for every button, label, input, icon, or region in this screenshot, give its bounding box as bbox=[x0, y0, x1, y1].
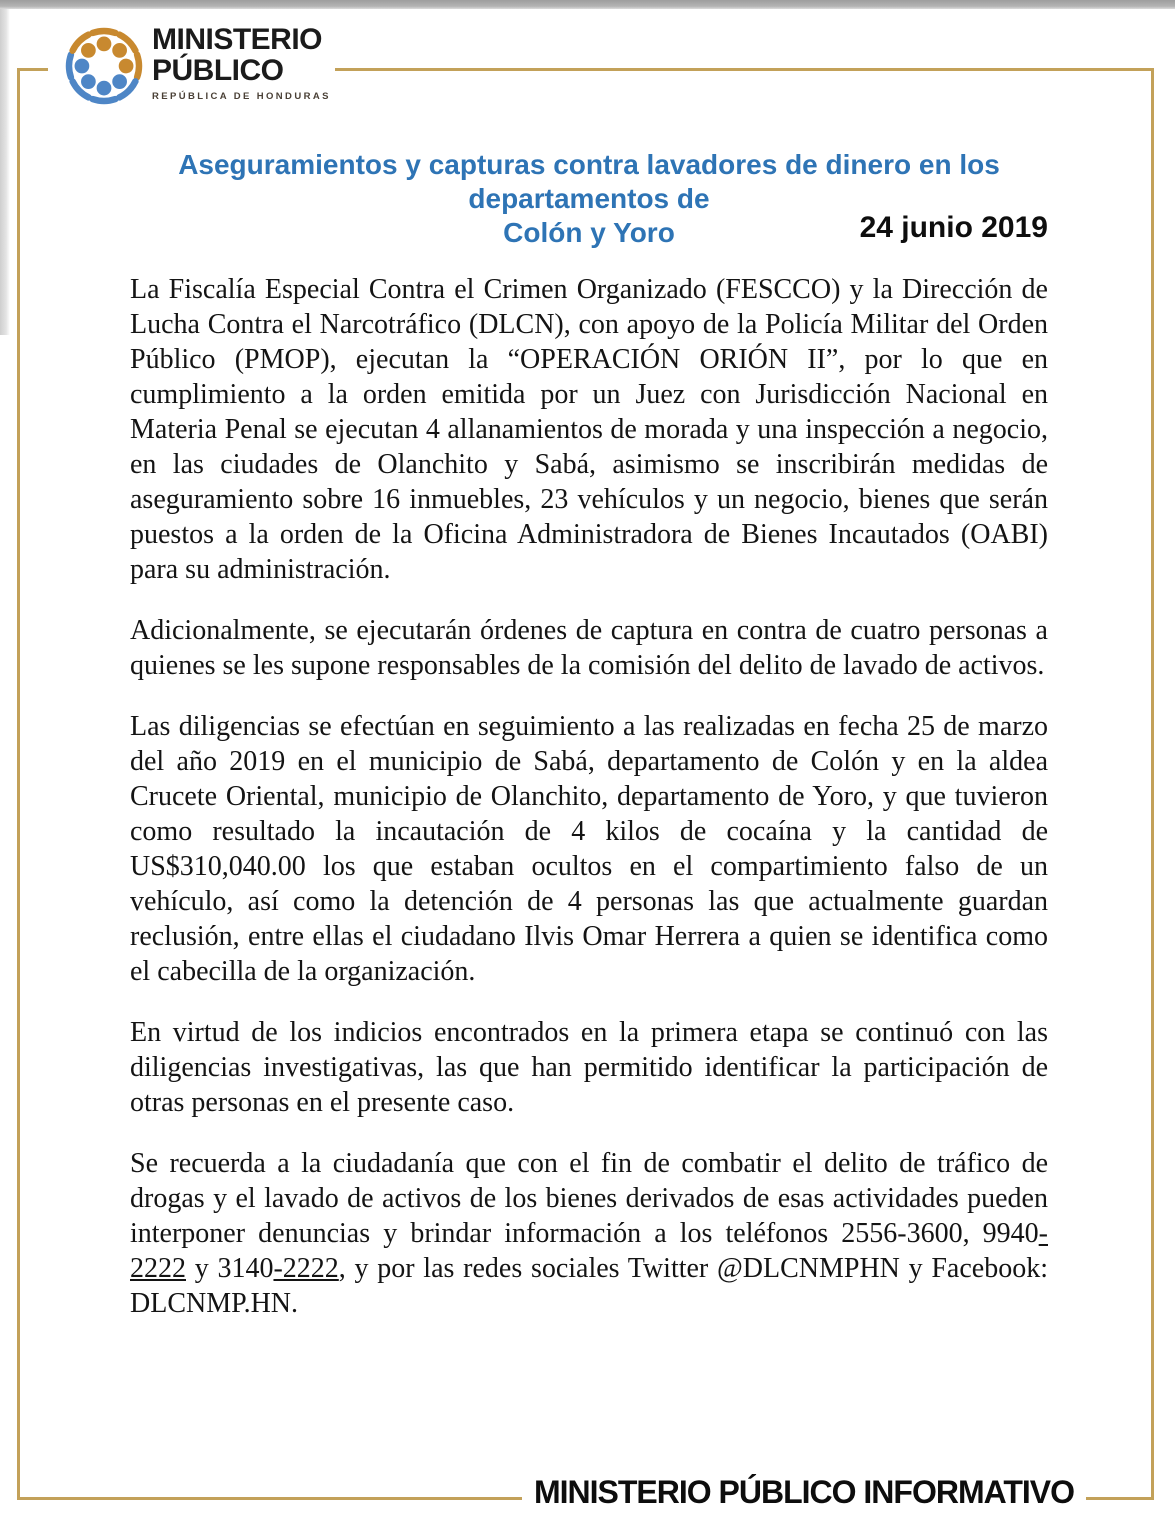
scan-edge-top bbox=[0, 0, 1175, 9]
footer-banner bbox=[17, 1476, 1154, 1508]
paragraph-text: En virtud de los indicios encontrados en la primera etapa se continuó con las diligencias investigativas, las que han permitido identificar la participación de otras personas en el presente caso. bbox=[130, 1017, 1048, 1118]
people-circle-icon bbox=[58, 20, 150, 112]
body-paragraph bbox=[130, 1015, 1048, 1120]
article-body bbox=[130, 272, 1048, 1347]
logo-title-line2: PÚBLICO bbox=[152, 54, 284, 87]
paragraph-text: Adicionalmente, se ejecutarán órdenes de captura en contra de cuatro personas a quienes se les supone responsables de la comisión del delito de lavado de activos. bbox=[130, 615, 1048, 681]
logo-subtitle: REPÚBLICA DE HONDURAS bbox=[152, 91, 331, 102]
body-paragraph bbox=[130, 272, 1048, 587]
phone-number-link[interactable]: -2222 bbox=[273, 1253, 339, 1284]
phone-number-link[interactable]: -2222 bbox=[130, 1218, 1048, 1284]
ministerio-publico-logo bbox=[152, 24, 331, 102]
paragraph-text: Se recuerda a la ciudadanía que con el fin de combatir el delito de tráfico de drogas y el lavado de activos de los bienes derivados de esas actividades pueden interponer denuncias y brindar información a los teléfonos 2556-3600, 9940 bbox=[130, 1148, 1048, 1249]
body-paragraph bbox=[130, 709, 1048, 989]
body-paragraph bbox=[130, 613, 1048, 683]
frame-line-left bbox=[17, 68, 20, 1500]
article-title-line1: Aseguramientos y capturas contra lavadores de dinero en los departamentos de bbox=[178, 149, 1000, 214]
article-title-line2: Colón y Yoro bbox=[503, 217, 675, 248]
paragraph-text: Las diligencias se efectúan en seguimiento a las realizadas en fecha 25 de marzo del año 2019 en el municipio de Sabá, departamento de Colón y en la aldea Crucete Oriental, municipio de Olanchito, departamento de Yoro, y que tuvieron como resultado la incautación de 4 kilos de cocaína y la cantidad de US$310,040.00 los que estaban ocultos en el compartimiento falso de un vehículo, así como la detención de 4 personas las que actualmente guardan reclusión, entre ellas el ciudadano Ilvis Omar Herrera a quien se identifica como el cabecilla de la organización. bbox=[130, 711, 1048, 987]
article-date: 24 junio 2019 bbox=[859, 211, 1048, 244]
footer-line-right bbox=[1086, 1497, 1154, 1500]
paragraph-text: , y por las redes sociales Twitter @DLCNMPHN y Facebook: DLCNMP.HN. bbox=[130, 1253, 1048, 1319]
scan-edge-left bbox=[0, 9, 10, 335]
logo-title-line1: MINISTERIO bbox=[152, 23, 323, 56]
body-paragraph bbox=[130, 1146, 1048, 1321]
frame-line-top bbox=[335, 68, 1154, 71]
frame-line-top-stub bbox=[17, 68, 48, 71]
paragraph-text: La Fiscalía Especial Contra el Crimen Organizado (FESCCO) y la Dirección de Lucha Contra el Narcotráfico (DLCN), con apoyo de la Policía Militar del Orden Público (PMOP), ejecutan la “OPERACIÓN ORIÓN II”, por lo que en cumplimiento a la orden emitida por un Juez con Jurisdicción Nacional en Materia Penal se ejecutan 4 allanamientos de morada y una inspección a negocio, en las ciudades de Olanchito y Sabá, asimismo se inscribirán medidas de aseguramiento sobre 16 inmuebles, 23 vehículos y un negocio, bienes que serán puestos a la orden de la Oficina Administradora de Bienes Incautados (OABI) para su administración. bbox=[130, 274, 1048, 585]
footer-line-left bbox=[17, 1497, 522, 1500]
footer-banner-text: MINISTERIO PÚBLICO INFORMATIVO bbox=[533, 1474, 1074, 1510]
frame-line-right bbox=[1151, 68, 1154, 1500]
paragraph-text: y 3140 bbox=[186, 1253, 274, 1284]
